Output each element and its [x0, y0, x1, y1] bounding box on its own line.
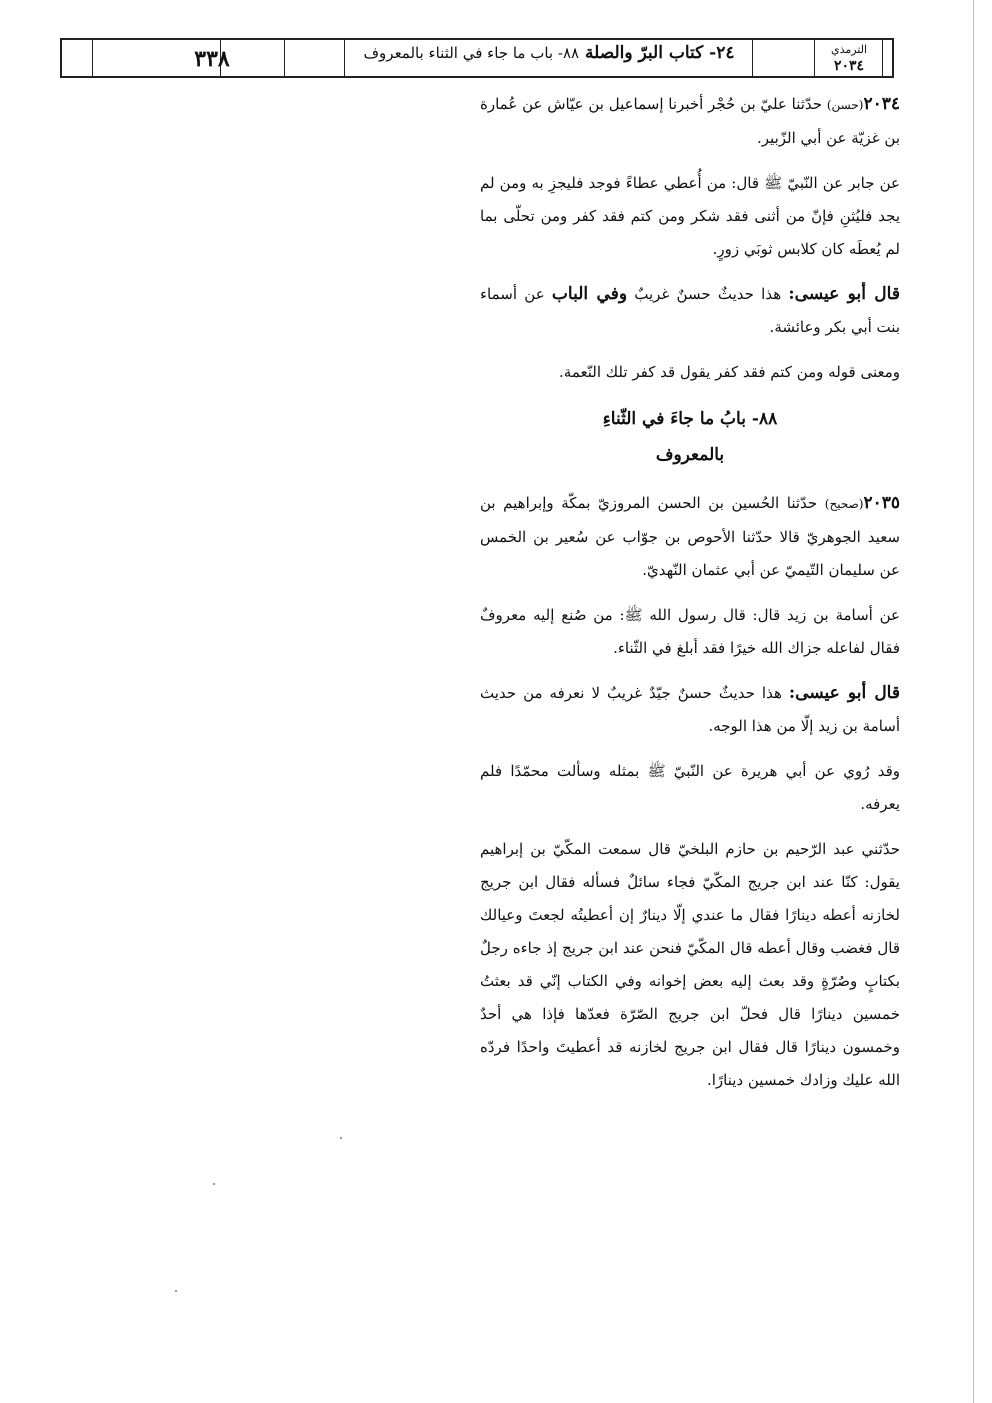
hadith-2035-comment [480, 677, 900, 743]
running-header [60, 38, 894, 78]
book-title: ٢٤- كتاب البرّ والصلة [584, 43, 735, 63]
chapter-heading-line2: بالمعروف [655, 445, 725, 465]
chapter-heading: ٨٨- بابُ ما جاءَ في الثّناءِ [602, 409, 778, 429]
comment-text: هذا حديثٌ حسنٌ غريبٌ [634, 285, 782, 303]
hadith-2035-isnad [480, 487, 900, 587]
hadith-number: ٢٠٣٥ [863, 493, 900, 513]
reference-label: الترمذي [830, 43, 868, 56]
header-reference [818, 42, 880, 74]
header-cell [62, 40, 92, 76]
scan-edge-line [973, 0, 974, 1403]
header-title [344, 43, 754, 63]
page-number: ٣٣٨ [194, 46, 230, 72]
bab-label: وفي الباب [551, 284, 628, 304]
isnad-text: حدّثنا عليّ بن حُجْر أخبرنا إسماعيل بن عيّاش عن عُمارة بن غزيّة عن أبي الزّبير. [480, 95, 900, 147]
hadith-2034-comment [480, 278, 900, 344]
header-cell [284, 40, 345, 76]
hadith-grade: (صحيح) [824, 497, 864, 511]
header-cell [882, 40, 897, 76]
hadith-2035-note: وقد رُوي عن أبي هريرة عن النّبيّ ﷺ بمثله وسألت محمّدًا فلم يعرفه. [480, 762, 900, 813]
hadith-2034-note: ومعنى قوله ومن كتم فقد كفر يقول قد كفر تلك النّعمة. [559, 363, 900, 381]
chapter-title: ٨٨- باب ما جاء في الثناء بالمعروف [363, 44, 580, 62]
comment-text: هذا حديثٌ حسنٌ جيّدٌ غريبٌ لا نعرفه من حديث أسامة بن زيد إلّا من هذا الوجه. [480, 684, 900, 735]
hadith-2034-isnad [480, 88, 900, 155]
header-cell [752, 40, 815, 76]
reference-number: ٢٠٣٤ [833, 58, 865, 74]
hadith-2035-matn: عن أسامة بن زيد قال: قال رسول الله ﷺ: من صُنع إليه معروفٌ فقال لفاعله جزاك الله خيرًا فقد أبلغ في الثّناء. [480, 606, 900, 657]
page-body [480, 88, 900, 1109]
scan-speck [340, 1137, 342, 1139]
hadith-grade: (حسن) [826, 98, 864, 112]
scan-speck [213, 1183, 215, 1185]
hadith-2034-matn: عن جابر عن النّبيّ ﷺ قال: من أُعطي عطاءً فوجد فليجزِ به ومن لم يجد فليُثنِ فإنّ من أثنى فقد شكر ومن كتم فقد كفر ومن تحلّى بما لم يُعطَه كان كلابس ثوبَي زورٍ. [480, 174, 900, 258]
hadith-2035-story: حدّثني عبد الرّحيم بن حازم البلخيّ قال سمعت المكّيّ بن إبراهيم يقول: كنّا عند ابن جريج المكّيّ فجاء سائلٌ فسأله فقال ابن جريج لخازنه أعطه دينارًا فقال ما عندي إلّا دينارٌ إن أعطيتُه لجعتَ وعيالك قال فغضب وقال أعطه قال المكّيّ فنحن عند ابن جريج إذ جاءه رجلٌ بكتابٍ وصُرّةٍ وقد بعث إليه بعض إخوانه وفي الكتاب إنّي قد بعثتُ خمسين دينارًا قال فحلّ ابن جريج الصّرّة فعدّها فإذا هي أحدٌ وخمسون دينارًا قال فقال ابن جريج لخازنه قد أعطيتَ واحدًا فردّه الله عليك وزادك خمسين دينارًا. [480, 840, 900, 1089]
isnad-text: حدّثنا الحُسين بن الحسن المروزيّ بمكّة وإبراهيم بن سعيد الجوهريّ قالا حدّثنا الأحوص بن جوّاب عن سُعير بن الخمس عن سليمان التّيميّ عن أبي عثمان النّهديّ. [480, 494, 900, 579]
comment-label: قال أبو عيسى: [788, 284, 900, 304]
bab-text: عن أسماء بنت أبي بكر وعائشة. [480, 285, 900, 336]
comment-label: قال أبو عيسى: [788, 683, 900, 703]
hadith-number: ٢٠٣٤ [863, 94, 900, 114]
scan-speck [175, 1290, 177, 1292]
